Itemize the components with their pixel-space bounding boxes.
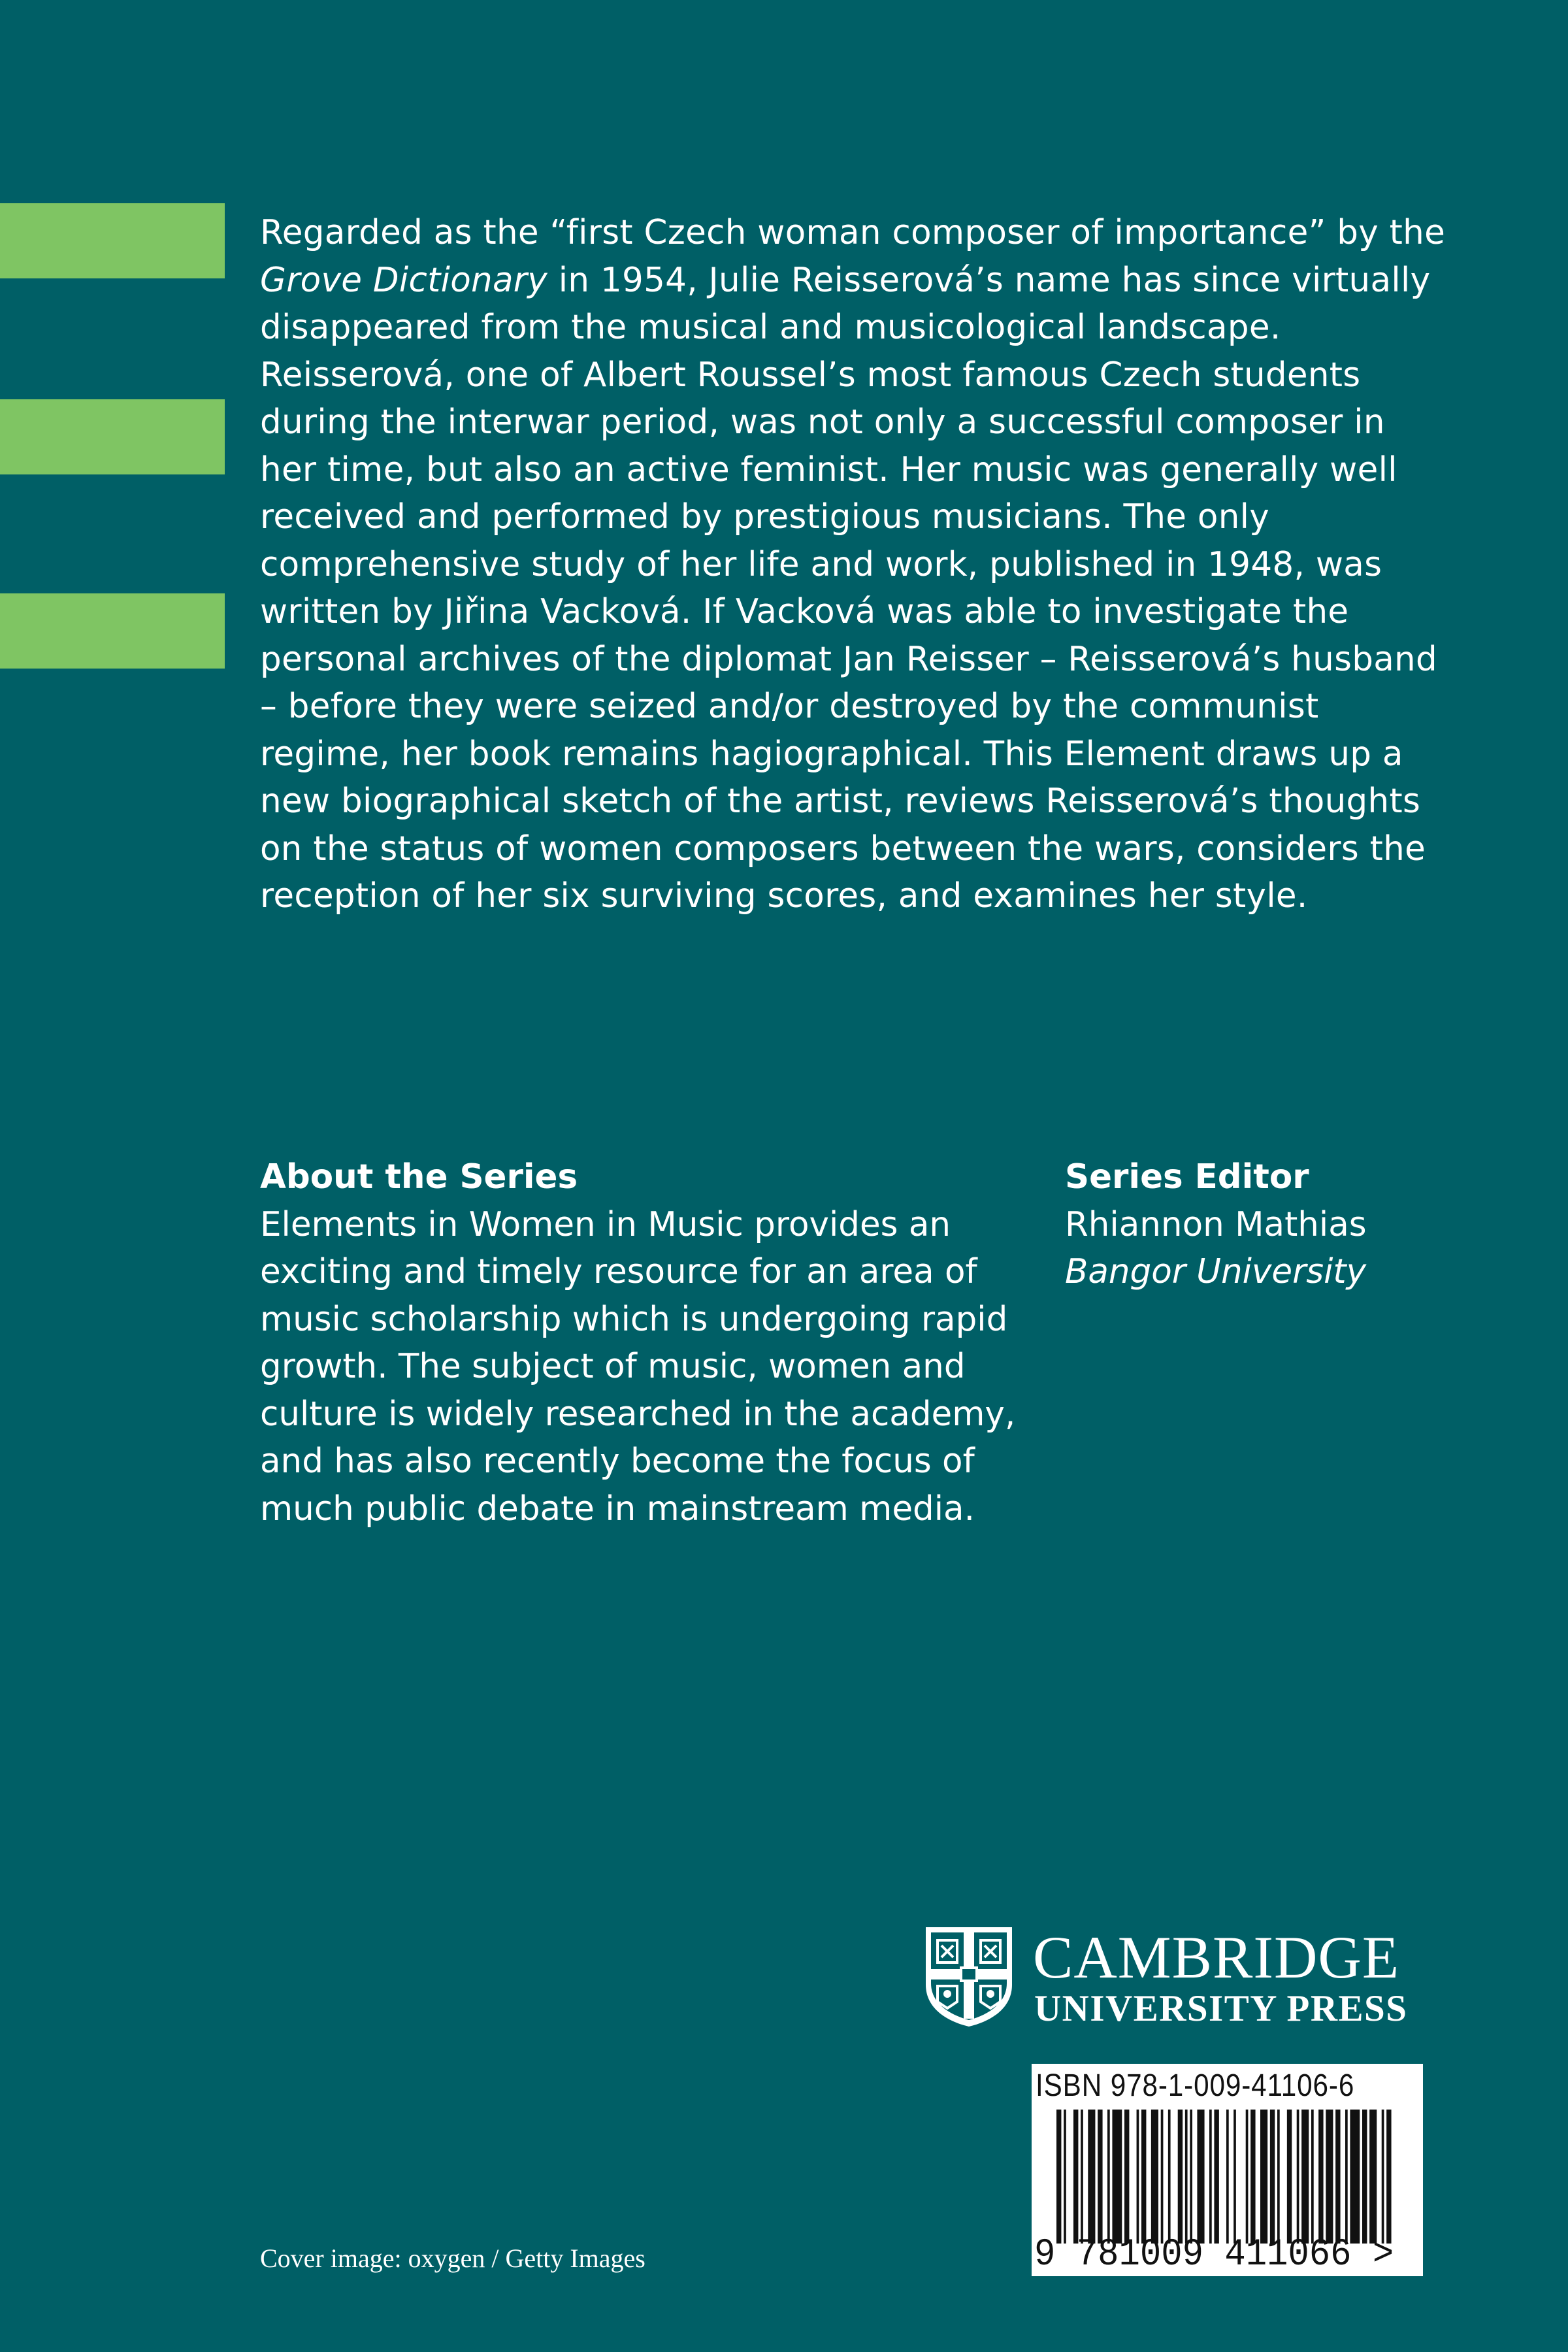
barcode-bar xyxy=(1345,2110,1348,2244)
barcode-bar xyxy=(1056,2110,1061,2244)
barcode-bar xyxy=(1141,2110,1146,2244)
barcode-bar xyxy=(1369,2110,1377,2244)
isbn-barcode xyxy=(1032,2064,1423,2276)
barcode-bar xyxy=(1226,2110,1229,2244)
barcode-bar xyxy=(1168,2110,1171,2244)
barcode-bar xyxy=(1081,2110,1083,2244)
about-series-text: Elements in Women in Music provides an exciting and timely resource for an area of music scholarship which is undergoing rapid growth. The subject of music, women and culture is widely researched in the academy, and has also recently become the focus of much public debate in mainstream media. xyxy=(260,1204,1016,1529)
series-editor-name: Rhiannon Mathias xyxy=(1065,1204,1367,1244)
barcode-bar xyxy=(1246,2110,1249,2244)
barcode-bar xyxy=(1185,2110,1188,2244)
cambridge-shield-icon xyxy=(923,1925,1015,2028)
barcode-bar xyxy=(1250,2110,1255,2244)
barcode-digits: 9 781009 411066 > xyxy=(1034,2234,1394,2276)
cover-image-credit: Cover image: oxygen / Getty Images xyxy=(260,2244,645,2273)
barcode-bar xyxy=(1178,2110,1183,2244)
barcode-bar xyxy=(1233,2110,1236,2244)
barcode-bar xyxy=(1197,2110,1204,2244)
barcode-bar xyxy=(1318,2110,1323,2244)
barcode-bar xyxy=(1260,2110,1267,2244)
series-editor-heading: Series Editor xyxy=(1065,1157,1309,1197)
barcode-bar xyxy=(1335,2110,1340,2244)
barcode-bar xyxy=(1386,2110,1391,2244)
barcode-bar xyxy=(1287,2110,1292,2244)
barcode-bar xyxy=(1064,2110,1066,2244)
barcode-bar xyxy=(1214,2110,1218,2244)
publisher-subname: UNIVERSITY PRESS xyxy=(1034,1988,1408,2029)
barcode-bar xyxy=(1107,2110,1110,2244)
description-part-2: in 1954, Julie Reisserová’s name has since virtually disappeared from the musical and musicological landscape. Reisserová, one of Albert Roussel’s most famous Czech students during the interwar period, was not only a successful composer in her time, but also an active feminist. Her music was generally well received and performed by prestigious musicians. The only comprehensive study of her life and work, published in 1948, was written by Jiřina Vacková. If Vacková was able to investigate the personal archives of the diplomat Jan Reisser – Reisserová’s husband – before they were seized and/or destroyed by the communist regime, her book remains hagiographical. This Element draws up a new biographical sketch of the artist, reviews Reisserová’s thoughts on the status of women composers between the wars, considers the reception of her six surviving scores, and examines her style. xyxy=(260,260,1437,916)
description-italic-title: Grove Dictionary xyxy=(260,260,548,300)
publisher-name: CAMBRIDGE xyxy=(1033,1924,1400,1991)
accent-stripe-top xyxy=(0,203,225,278)
barcode-bar xyxy=(1209,2110,1212,2244)
barcode-bar xyxy=(1124,2110,1129,2244)
isbn-label: ISBN 978-1-009-41106-6 xyxy=(1036,2068,1355,2103)
barcode-bar xyxy=(1161,2110,1164,2244)
barcode-bar xyxy=(1311,2110,1314,2244)
book-description xyxy=(260,209,1449,920)
about-series-section xyxy=(260,1153,1044,1532)
publisher-logo xyxy=(923,1925,1426,2036)
description-part-1: Regarded as the “first Czech woman composer of importance” by the xyxy=(260,213,1446,252)
about-series-heading: About the Series xyxy=(260,1157,578,1197)
barcode-bar xyxy=(1350,2110,1360,2244)
barcode-bar xyxy=(1098,2110,1102,2244)
barcode-bar xyxy=(1073,2110,1078,2244)
barcode-bar xyxy=(1382,2110,1384,2244)
barcode-bar xyxy=(1326,2110,1333,2244)
barcode-bar xyxy=(1137,2110,1139,2244)
barcode-bar xyxy=(1088,2110,1095,2244)
accent-stripe-bottom xyxy=(0,593,225,669)
barcode-bar xyxy=(1112,2110,1122,2244)
barcode-bars xyxy=(1056,2110,1396,2244)
barcode-bar xyxy=(1270,2110,1275,2244)
barcode-bar xyxy=(1362,2110,1367,2244)
barcode-bar xyxy=(1277,2110,1280,2244)
barcode-bar xyxy=(1151,2110,1158,2244)
series-editor-section xyxy=(1065,1153,1483,1296)
accent-stripe-middle xyxy=(0,399,225,474)
barcode-bar xyxy=(1301,2110,1309,2244)
barcode-bar xyxy=(1297,2110,1299,2244)
series-editor-affiliation: Bangor University xyxy=(1065,1252,1367,1291)
barcode-bar xyxy=(1190,2110,1192,2244)
